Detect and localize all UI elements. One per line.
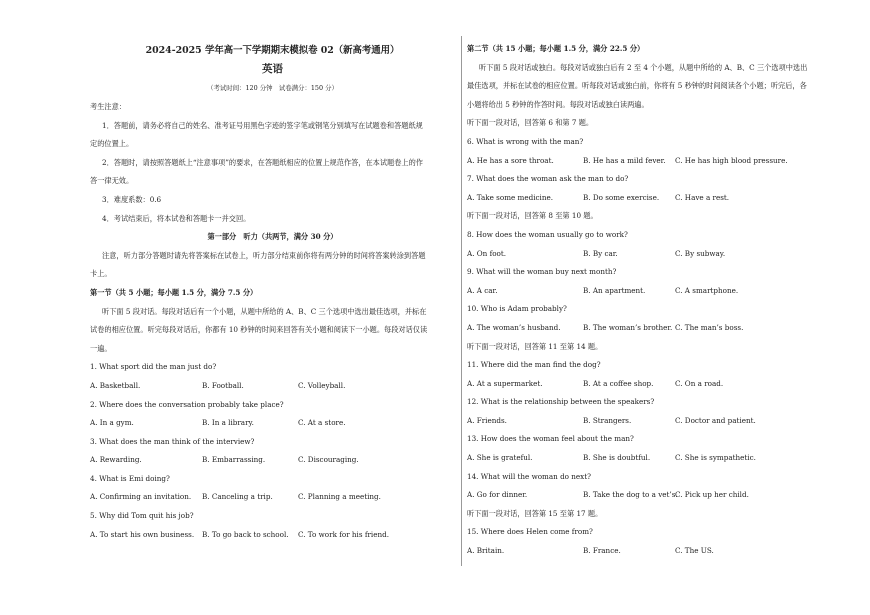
options <box>467 542 827 561</box>
section1-instructions: 听下面 5 段对话。每段对话后有一个小题，从题中所给的 A、B、C 三个选项中选出最佳选项，并标在 <box>102 306 427 316</box>
question-text: 1. What sport did the man just do? <box>90 362 217 372</box>
option-c: C. The US. <box>675 546 714 556</box>
question-text: 12. What is the relationship between the speakers? <box>467 397 655 407</box>
option-c: C. Have a rest. <box>675 192 730 202</box>
option-b: B. By car. <box>583 248 618 258</box>
dialogue-lead: 听下面一段对话，回答第 11 至第 14 题。 <box>467 341 603 351</box>
exam-meta: （考试时间：120 分钟 试卷满分：150 分） <box>207 84 338 92</box>
question-text: 15. Where does Helen come from? <box>467 527 593 537</box>
options <box>467 319 827 338</box>
option-a: A. In a gym. <box>90 418 134 428</box>
option-b: B. An apartment. <box>583 285 646 295</box>
option-a: A. Britain. <box>467 546 505 556</box>
option-b: B. To go back to school. <box>202 529 289 539</box>
options <box>467 189 827 208</box>
question-text: 13. How does the woman feel about the man? <box>467 434 634 444</box>
section1-heading: 第一节（共 5 小题；每小题 1.5 分，满分 7.5 分） <box>90 287 258 297</box>
question-text: 5. Why did Tom quit his job? <box>90 511 194 521</box>
option-a: A. Basketball. <box>90 380 141 390</box>
options <box>467 412 827 431</box>
option-a: A. Go for dinner. <box>467 490 528 500</box>
notice-item: 3．难度系数：0.6 <box>102 194 162 204</box>
question <box>90 507 455 544</box>
option-b: B. Canceling a trip. <box>202 492 273 502</box>
section2-instructions: 最佳选项，并标在试卷的相应位置。听每段对话或独白前，你将有 5 秒钟的时间阅读各个小题；听完后，各 <box>467 81 807 91</box>
section1-instructions: 一遍。 <box>90 343 112 353</box>
question-text: 2. Where does the conversation probably take place? <box>90 399 284 409</box>
left-column <box>90 40 455 544</box>
options <box>467 375 827 394</box>
question-text: 14. What will the woman do next? <box>467 471 591 481</box>
option-c: C. Volleyball. <box>298 380 346 390</box>
question <box>90 433 455 470</box>
question-text: 9. What will the woman buy next month? <box>467 267 617 277</box>
option-b: B. Strangers. <box>583 415 632 425</box>
option-b: B. The woman’s brother. <box>583 322 673 332</box>
options <box>90 526 455 545</box>
options <box>467 245 827 264</box>
question-text: 4. What is Emi doing? <box>90 473 170 483</box>
dialogue-lead: 听下面一段对话，回答第 6 和第 7 题。 <box>467 118 594 128</box>
option-b: B. She is doubtful. <box>583 453 651 463</box>
section2-instructions: 听下面 5 段对话或独白。每段对话或独白后有 2 至 4 个小题，从题中所给的 A、B、C 三个选项中选出 <box>479 62 808 72</box>
options <box>467 486 827 505</box>
question-text: 11. Where did the man find the dog? <box>467 360 601 370</box>
section2-heading: 第二节（共 15 小题；每小题 1.5 分，满分 22.5 分） <box>467 44 645 53</box>
option-a: A. The woman’s husband. <box>467 322 561 332</box>
option-c: C. At a store. <box>298 418 346 428</box>
section1-instructions: 试卷的相应位置。听完每段对话后，你都有 10 秒钟的时间来回答有关小题和阅读下一小题。每段对话仅读 <box>90 325 428 335</box>
column-divider <box>461 36 462 566</box>
exam-subject: 英语 <box>262 63 283 75</box>
option-b: B. Football. <box>202 380 244 390</box>
notice-item: 1．答题前，请务必将自己的姓名、准考证号用黑色字迹的签字笔或钢笔分别填写在试题卷和答题纸规 <box>102 120 423 130</box>
option-b: B. At a coffee shop. <box>583 378 654 388</box>
part1-note: 卡上。 <box>90 269 112 279</box>
options <box>90 377 455 396</box>
option-a: A. To start his own business. <box>90 529 195 539</box>
option-c: C. Discouraging. <box>298 455 359 465</box>
part1-note: 注意，听力部分答题时请先将答案标在试卷上，听力部分结束前你将有两分钟的时间将答案转涂到答题 <box>102 250 426 260</box>
question-text: 6. What is wrong with the man? <box>467 136 584 146</box>
option-c: C. A smartphone. <box>675 285 739 295</box>
dialogue-lead: 听下面一段对话，回答第 15 至第 17 题。 <box>467 508 603 518</box>
options <box>90 488 455 507</box>
question-text: 8. How does the woman usually go to work? <box>467 229 628 239</box>
option-a: A. At a supermarket. <box>467 378 543 388</box>
question-text: 3. What does the man think of the interview? <box>90 436 255 446</box>
option-c: C. She is sympathetic. <box>675 453 756 463</box>
option-c: C. He has high blood pressure. <box>675 155 788 165</box>
option-b: B. Embarrassing. <box>202 455 266 465</box>
options <box>467 152 827 171</box>
right-column <box>467 40 827 561</box>
option-c: C. Pick up her child. <box>675 490 749 500</box>
exam-title: 2024-2025 学年高一下学期期末模拟卷 02（新高考通用） <box>145 45 400 56</box>
question <box>90 396 455 433</box>
notice-item: 4．考试结束后，将本试卷和答题卡一并交回。 <box>102 213 251 223</box>
options <box>467 449 827 468</box>
option-c: C. By subway. <box>675 248 726 258</box>
option-a: A. She is grateful. <box>467 453 533 463</box>
option-a: A. Friends. <box>467 415 507 425</box>
option-b: B. Do some exercise. <box>583 192 660 202</box>
option-c: C. To work for his friend. <box>298 529 389 539</box>
options <box>90 414 455 433</box>
question-text: 7. What does the woman ask the man to do? <box>467 174 629 184</box>
option-a: A. Confirming an invitation. <box>90 492 192 502</box>
question <box>90 358 455 395</box>
question <box>90 470 455 507</box>
question-text: 10. Who is Adam probably? <box>467 304 567 314</box>
option-a: A. A car. <box>467 285 498 295</box>
notice-item: 答一律无效。 <box>90 176 134 186</box>
notice-item: 定的位置上。 <box>90 139 134 149</box>
option-b: B. He has a mild fever. <box>583 155 666 165</box>
option-c: C. The man’s boss. <box>675 322 744 332</box>
option-a: A. Take some medicine. <box>467 192 554 202</box>
part1-heading: 第一部分 听力（共两节，满分 30 分） <box>207 232 338 242</box>
notice-item: 2．答题时，请按照答题纸上“注意事项”的要求，在答题纸相应的位置上规范作答，在本试题卷上的作 <box>102 157 423 167</box>
dialogue-lead: 听下面一段对话，回答第 8 至第 10 题。 <box>467 211 598 221</box>
option-b: B. In a library. <box>202 418 254 428</box>
section2-instructions: 小题将给出 5 秒钟的作答时间。每段对话或独白读两遍。 <box>467 99 649 109</box>
option-b: B. France. <box>583 546 621 556</box>
option-c: C. Planning a meeting. <box>298 492 381 502</box>
options <box>90 451 455 470</box>
option-c: C. Doctor and patient. <box>675 415 756 425</box>
option-a: A. Rewarding. <box>90 455 142 465</box>
option-a: A. On foot. <box>467 248 507 258</box>
options <box>467 282 827 301</box>
option-a: A. He has a sore throat. <box>467 155 554 165</box>
notice-heading: 考生注意： <box>90 102 126 111</box>
option-c: C. On a road. <box>675 378 724 388</box>
option-b: B. Take the dog to a vet’s. <box>583 490 678 500</box>
